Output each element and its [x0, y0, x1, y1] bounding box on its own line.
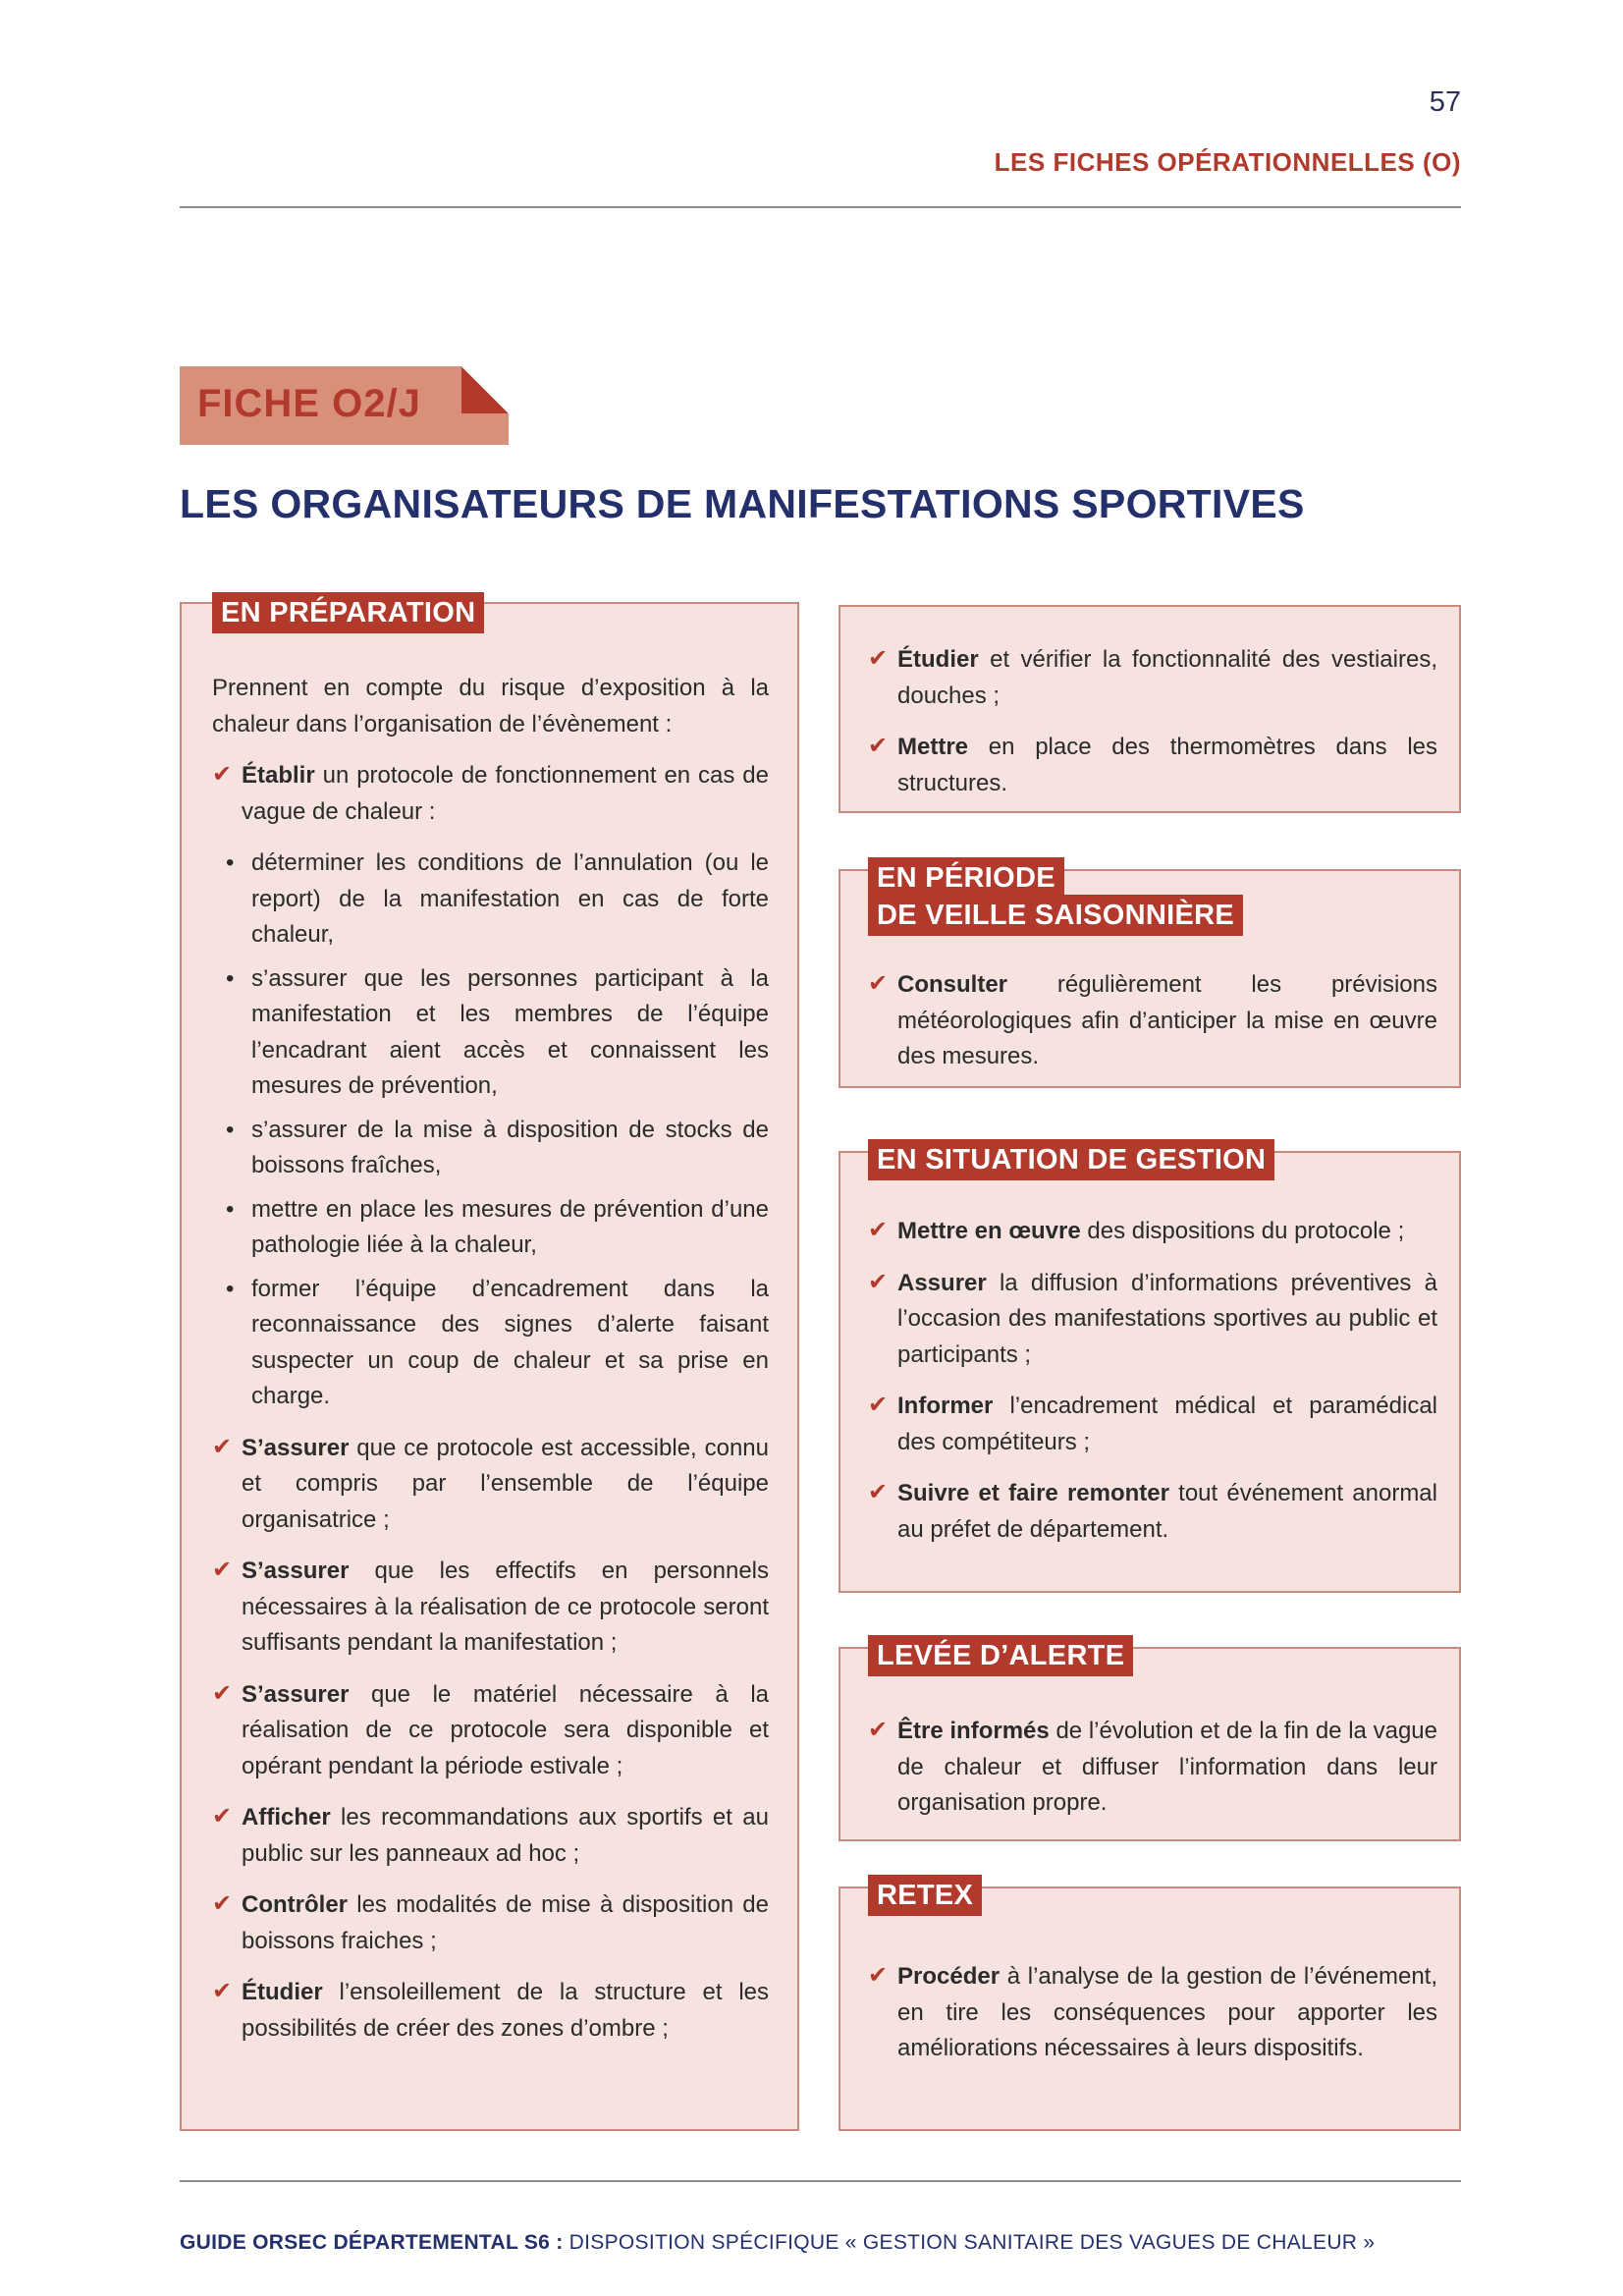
sub-list-item [212, 1272, 769, 1415]
fiche-label: FICHE O2/J [197, 382, 421, 425]
bullet-icon: • [226, 964, 235, 992]
item-keyword: Procéder [897, 1963, 1001, 1990]
item-keyword: Afficher [242, 1804, 331, 1831]
check-icon: ✔ [868, 1479, 889, 1505]
list-item [212, 1554, 769, 1662]
list-item [212, 1975, 769, 2047]
item-text: tout événement anormal au préfet de département. [897, 1480, 1437, 1543]
veille-box [839, 862, 1461, 1088]
check-icon: ✔ [868, 1392, 889, 1418]
item-text: un protocole de fonctionnement en cas de vague de chaleur : [242, 762, 769, 825]
check-icon: ✔ [212, 1679, 233, 1707]
section-header: LES FICHES OPÉRATIONNELLES (O) [994, 147, 1461, 177]
sub-item-text: déterminer les conditions de l’annulation (ou le report) de la manifestation en cas de forte chaleur, [251, 849, 769, 948]
fiche-tag [180, 366, 509, 445]
list-item [868, 642, 1437, 714]
list-item [212, 1800, 769, 1872]
check-icon: ✔ [212, 1803, 233, 1830]
item-keyword: Consulter [897, 971, 1008, 998]
bullet-icon: • [226, 1275, 235, 1302]
item-keyword: Être informés [897, 1718, 1050, 1744]
item-keyword: Étudier [242, 1979, 323, 2005]
page-number: 57 [1429, 86, 1461, 118]
item-text: de l’évolution et de la fin de la vague de chaleur et diffuser l’information dans leur organisation propre. [897, 1718, 1437, 1816]
retex-title-text: RETEX [877, 1880, 974, 1911]
check-icon: ✔ [868, 733, 889, 759]
item-keyword: S’assurer [242, 1434, 350, 1461]
sub-item-text: s’assurer que les personnes participant à la manifestation et les membres de l’équipe l’encadrant aient accès et connaissent les mesures de prévention, [251, 964, 769, 1099]
levee-title-text: LEVÉE D’ALERTE [877, 1640, 1125, 1671]
veille-title-line1: EN PÉRIODE [877, 862, 1055, 894]
veille-content [868, 967, 1437, 1091]
item-text: les recommandations aux sportifs et au public sur les panneaux ad hoc ; [242, 1804, 769, 1867]
sub-item-text: former l’équipe d’encadrement dans la reconnaissance des signes d’alerte faisant suspecter un coup de chaleur et sa prise en charge. [251, 1275, 769, 1409]
veille-title-line2: DE VEILLE SAISONNIÈRE [877, 900, 1235, 931]
sub-list-item [212, 846, 769, 954]
bullet-icon: • [226, 849, 235, 876]
item-text: que ce protocole est accessible, connu et compris par l’ensemble de l’équipe organisatrice ; [242, 1434, 769, 1533]
item-keyword: Mettre en œuvre [897, 1218, 1081, 1244]
sub-item-text: mettre en place les mesures de prévention d’une pathologie liée à la chaleur, [251, 1195, 769, 1258]
check-icon: ✔ [868, 970, 889, 997]
item-keyword: Établir [242, 762, 315, 789]
footer-guide-name: GUIDE ORSEC DÉPARTEMENTAL S6 : [180, 2231, 564, 2254]
sub-item-text: s’assurer de la mise à disposition de stocks de boissons fraîches, [251, 1116, 769, 1178]
sub-list-item [212, 1113, 769, 1184]
check-icon: ✔ [868, 645, 889, 672]
check-icon: ✔ [868, 1962, 889, 1989]
preparation-continued-content [868, 642, 1437, 817]
retex-title [868, 1875, 982, 1916]
item-text: des dispositions du protocole ; [1080, 1218, 1405, 1244]
item-keyword: Suivre et faire remonter [897, 1480, 1169, 1506]
levee-box [839, 1640, 1461, 1841]
item-text: en place des thermomètres dans les structures. [897, 734, 1437, 796]
list-item [868, 1389, 1437, 1460]
list-item [212, 758, 769, 830]
folded-corner [461, 366, 509, 413]
list-item [868, 1714, 1437, 1822]
list-item [212, 1431, 769, 1539]
item-text: la diffusion d’informations préventives à l’occasion des manifestations sportives au public et participants ; [897, 1269, 1437, 1368]
retex-content [868, 1959, 1437, 2083]
check-icon: ✔ [212, 1890, 233, 1917]
item-text: et vérifier la fonctionnalité des vestiaires, douches ; [897, 646, 1437, 709]
list-item [868, 730, 1437, 801]
item-text: à l’analyse de la gestion de l’événement, en tire les conséquences pour apporter les améliorations nécessaires à leurs dispositifs. [897, 1963, 1437, 2061]
list-item [212, 1677, 769, 1785]
item-text: l’encadrement médical et paramédical des compétiteurs ; [897, 1393, 1437, 1455]
list-item [868, 1214, 1437, 1250]
check-icon: ✔ [868, 1217, 889, 1243]
check-icon: ✔ [868, 1268, 889, 1295]
check-icon: ✔ [212, 761, 233, 788]
list-item [868, 1476, 1437, 1548]
item-text: les modalités de mise à disposition de boissons fraiches ; [242, 1891, 769, 1954]
check-icon: ✔ [868, 1717, 889, 1743]
gestion-content [868, 1214, 1437, 1563]
sub-list-item [212, 961, 769, 1105]
preparation-title-text: EN PRÉPARATION [221, 597, 476, 629]
list-item [868, 967, 1437, 1075]
list-item [868, 1959, 1437, 2067]
item-keyword: S’assurer [242, 1680, 350, 1708]
bullet-icon: • [226, 1116, 235, 1143]
check-icon: ✔ [212, 1978, 233, 2004]
retex-box [839, 1880, 1461, 2131]
bullet-icon: • [226, 1195, 235, 1223]
preparation-content [212, 671, 769, 2062]
item-keyword: Contrôler [242, 1891, 348, 1918]
gestion-title-text: EN SITUATION DE GESTION [877, 1144, 1267, 1175]
page-title: LES ORGANISATEURS DE MANIFESTATIONS SPORTIVES [180, 481, 1305, 526]
footer-text: DISPOSITION SPÉCIFIQUE « GESTION SANITAIRE DES VAGUES DE CHALEUR » [563, 2231, 1376, 2254]
preparation-title [212, 592, 484, 633]
preparation-continued-box [839, 605, 1461, 813]
footer [180, 2231, 1375, 2255]
veille-title-second [868, 895, 1243, 936]
footer-divider [180, 2180, 1461, 2182]
sub-list-item [212, 1192, 769, 1264]
list-item [212, 1887, 769, 1959]
item-text: régulièrement les prévisions météorologiques afin d’anticiper la mise en œuvre des mesures. [897, 971, 1437, 1069]
gestion-box [839, 1144, 1461, 1593]
item-keyword: Informer [897, 1393, 994, 1419]
item-keyword: Mettre [897, 734, 969, 760]
item-text: que le matériel nécessaire à la réalisation de ce protocole sera disponible et opérant pendant la période estivale ; [242, 1680, 769, 1779]
levee-content [868, 1714, 1437, 1837]
preparation-box [180, 597, 799, 2131]
item-keyword: Étudier [897, 646, 979, 673]
levee-title [868, 1635, 1133, 1676]
item-keyword: S’assurer [242, 1558, 350, 1584]
header-divider [180, 206, 1461, 208]
veille-title [868, 857, 1064, 899]
item-text: que les effectifs en personnels nécessaires à la réalisation de ce protocole seront suffisants pendant la manifestation ; [242, 1558, 769, 1656]
check-icon: ✔ [212, 1557, 233, 1583]
gestion-title [868, 1139, 1274, 1180]
check-icon: ✔ [212, 1433, 233, 1460]
preparation-intro: Prennent en compte du risque d’exposition à la chaleur dans l’organisation de l’évènement : [212, 675, 769, 738]
item-keyword: Assurer [897, 1269, 987, 1296]
list-item [868, 1266, 1437, 1374]
item-text: l’ensoleillement de la structure et les possibilités de créer des zones d’ombre ; [242, 1979, 769, 2042]
